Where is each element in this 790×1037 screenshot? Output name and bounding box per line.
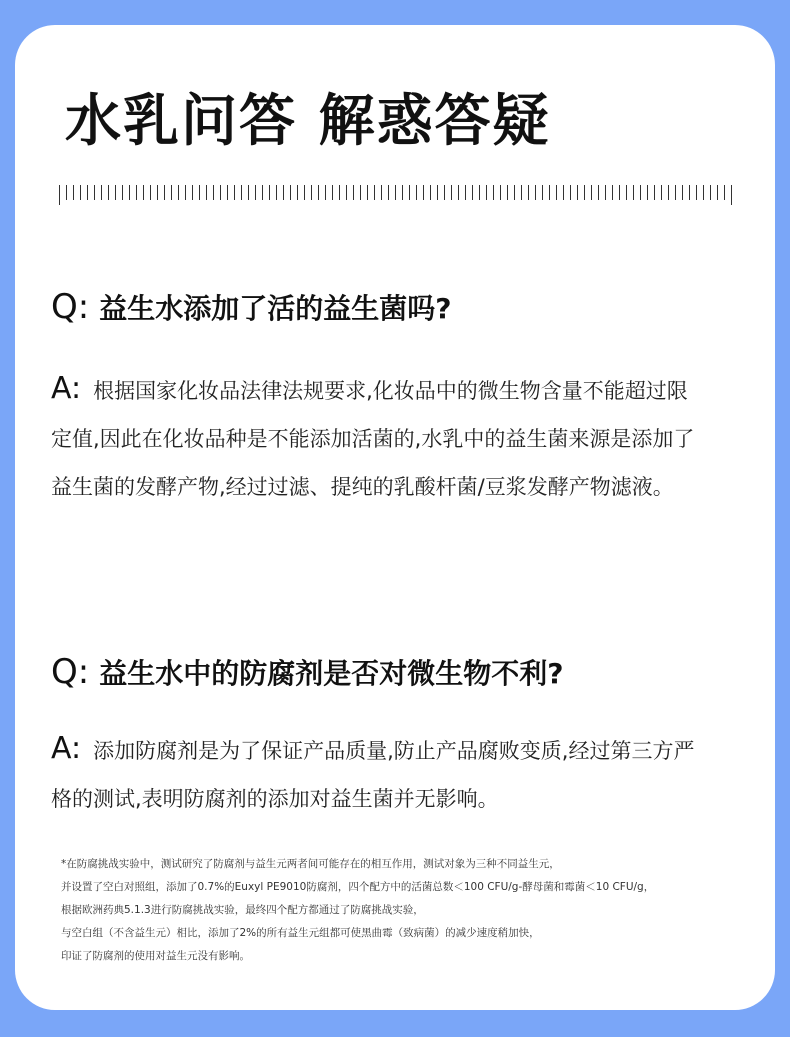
footnote	[61, 853, 751, 968]
footnote-line: 根据欧洲药典5.1.3进行防腐挑战实验，最终四个配方都通过了防腐挑战实验，	[61, 904, 424, 916]
question-2-tag: Q:	[51, 652, 90, 692]
answer-2	[51, 725, 696, 823]
page-title: 水乳问答 解惑答疑	[65, 89, 551, 154]
footnote-line: 印证了防腐剂的使用对益生元没有影响。	[61, 950, 250, 962]
answer-1	[51, 365, 696, 511]
content-card	[15, 25, 775, 1010]
question-1	[51, 285, 451, 331]
footnote-line: *在防腐挑战实验中，测试研究了防腐剂与益生元两者间可能存在的相互作用，测试对象为三种不同益生元，	[61, 858, 560, 870]
question-2-text: 益生水中的防腐剂是否对微生物不利?	[99, 657, 564, 690]
answer-1-text: 根据国家化妆品法律法规要求,化妆品中的微生物含量不能超过限定值,因此在化妆品种是不能添加活菌的,水乳中的益生菌来源是添加了益生菌的发酵产物,经过过滤、提纯的乳酸杆菌/豆浆发酵产物滤液。	[51, 379, 695, 499]
answer-2-text: 添加防腐剂是为了保证产品质量,防止产品腐败变质,经过第三方严格的测试,表明防腐剂的添加对益生菌并无影响。	[51, 739, 695, 811]
answer-2-tag: A:	[51, 731, 82, 766]
footnote-line: 与空白组（不含益生元）相比，添加了2%的所有益生元组都可使黑曲霉（致病菌）的减少速度稍加快，	[61, 927, 540, 939]
question-2	[51, 650, 563, 696]
ruler-divider	[59, 185, 732, 209]
question-1-text: 益生水添加了活的益生菌吗?	[99, 292, 452, 325]
question-1-tag: Q:	[51, 287, 90, 327]
answer-1-tag: A:	[51, 371, 82, 406]
footnote-line: 并设置了空白对照组，添加了0.7%的Euxyl PE9010防腐剂，四个配方中的活菌总数＜100 CFU/g-酵母菌和霉菌＜10 CFU/g，	[61, 881, 655, 893]
